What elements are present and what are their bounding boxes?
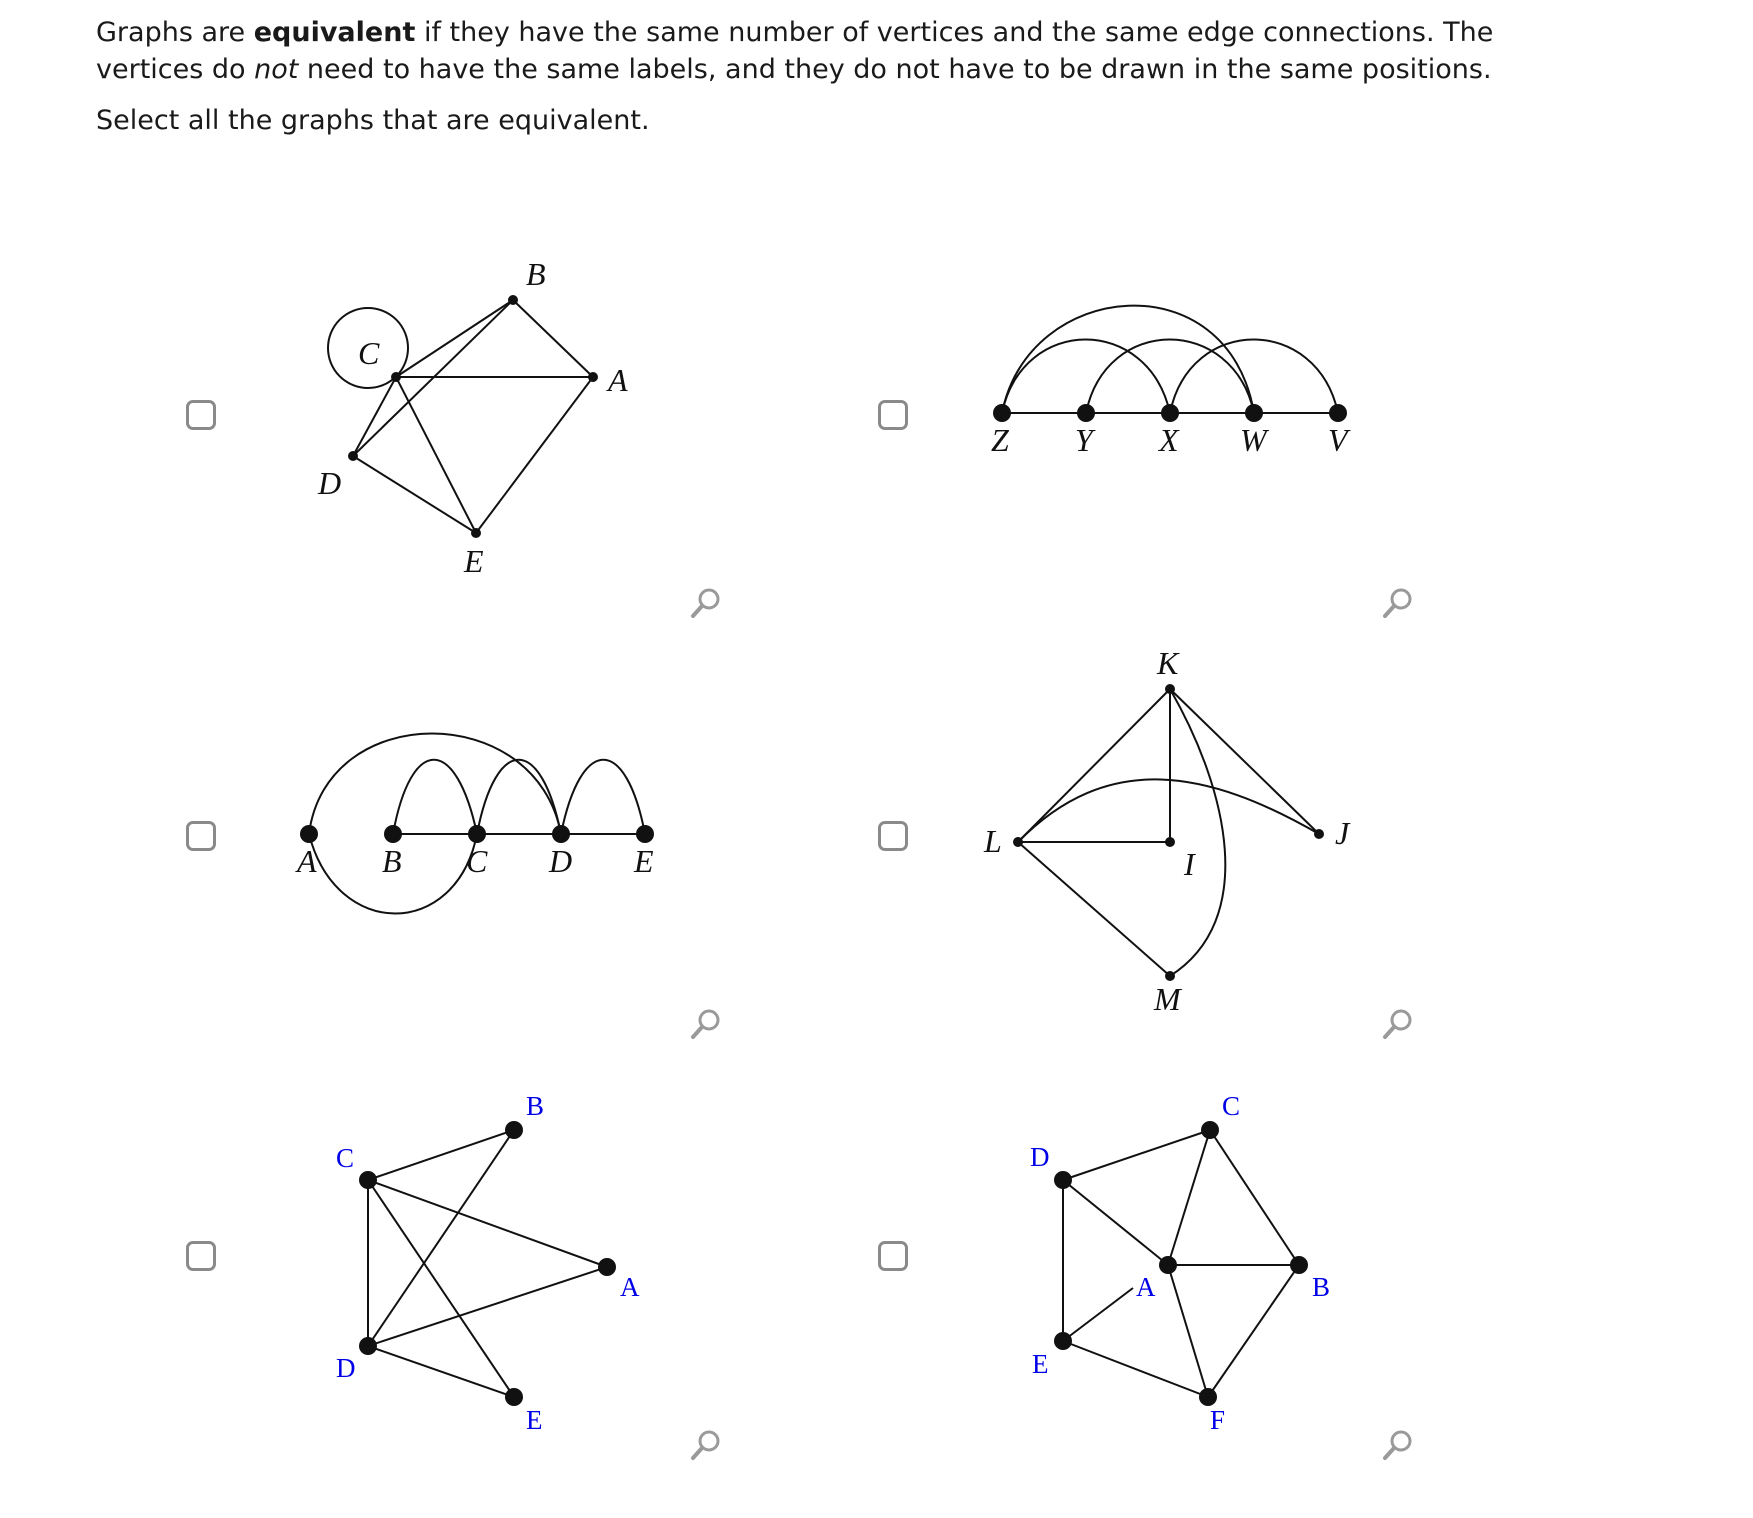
vertex-L xyxy=(1013,837,1023,847)
instructions xyxy=(96,14,1556,139)
vertex-V xyxy=(1329,404,1347,422)
label-V: V xyxy=(1328,422,1348,458)
label-E: E xyxy=(634,843,654,879)
vertex-Y xyxy=(1077,404,1095,422)
label-F: F xyxy=(1210,1405,1226,1435)
option-1 xyxy=(96,200,796,620)
vertex-B xyxy=(1290,1256,1308,1274)
label-B: B xyxy=(526,1091,545,1121)
instruction-prompt: Select all the graphs that are equivalent. xyxy=(96,105,650,136)
option-6 xyxy=(788,1040,1488,1460)
vertex-B xyxy=(384,825,402,843)
magnifier-icon[interactable] xyxy=(688,1427,724,1463)
magnifier-icon[interactable] xyxy=(688,585,724,621)
magnifier-icon[interactable] xyxy=(1380,1427,1416,1463)
magnifier-icon[interactable] xyxy=(1380,585,1416,621)
vertex-K xyxy=(1165,684,1175,694)
magnifier-icon[interactable] xyxy=(688,1006,724,1042)
label-W: W xyxy=(1240,422,1267,458)
bold-term: equivalent xyxy=(253,17,416,48)
vertex-C xyxy=(1201,1121,1219,1139)
magnifier-icon[interactable] xyxy=(1380,1006,1416,1042)
option-4 xyxy=(788,620,1488,1040)
label-B: B xyxy=(526,256,546,292)
label-X: X xyxy=(1159,422,1179,458)
graph-6 xyxy=(788,1040,1488,1460)
label-Z: Z xyxy=(991,422,1009,458)
vertex-F xyxy=(1199,1388,1217,1406)
vertex-W xyxy=(1245,404,1263,422)
vertex-E xyxy=(636,825,654,843)
label-K: K xyxy=(1157,645,1179,681)
vertex-D xyxy=(552,825,570,843)
vertex-A xyxy=(588,372,598,382)
vertex-E xyxy=(471,528,481,538)
vertex-D xyxy=(359,1337,377,1355)
vertex-A xyxy=(598,1258,616,1276)
vertex-E xyxy=(505,1388,523,1406)
label-C: C xyxy=(336,1143,355,1173)
instruction-definition: Graphs are equivalent if they have the same number of vertices and the same edge connections. The vertices do not need to have the same labels, and they do not have to be drawn in the same positions. xyxy=(96,17,1494,85)
label-A: A xyxy=(620,1272,640,1302)
italic-term: not xyxy=(254,54,299,85)
vertex-D xyxy=(1054,1171,1072,1189)
vertex-J xyxy=(1314,829,1324,839)
label-Y: Y xyxy=(1075,422,1093,458)
vertex-Z xyxy=(993,404,1011,422)
label-A: A xyxy=(297,843,317,879)
label-L: L xyxy=(984,823,1002,859)
option-3 xyxy=(96,620,796,1040)
label-E: E xyxy=(526,1405,543,1435)
option-2 xyxy=(788,200,1488,620)
graph-4 xyxy=(788,620,1488,1040)
label-A: A xyxy=(1136,1272,1156,1302)
label-I: I xyxy=(1184,846,1195,882)
graph-5 xyxy=(96,1040,796,1460)
label-J: J xyxy=(1335,815,1350,851)
vertex-D xyxy=(348,451,358,461)
label-A: A xyxy=(608,362,628,398)
vertex-M xyxy=(1165,971,1175,981)
label-D: D xyxy=(336,1353,356,1383)
label-B: B xyxy=(1312,1272,1331,1302)
label-D: D xyxy=(318,465,342,501)
label-B: B xyxy=(382,843,402,879)
label-D: D xyxy=(1030,1142,1050,1172)
vertex-C xyxy=(468,825,486,843)
option-5 xyxy=(96,1040,796,1460)
vertex-B xyxy=(505,1121,523,1139)
label-C: C xyxy=(358,335,380,371)
vertex-I xyxy=(1165,837,1175,847)
graph-2 xyxy=(788,200,1488,620)
label-E: E xyxy=(1032,1349,1049,1379)
vertex-C xyxy=(391,372,401,382)
vertex-X xyxy=(1161,404,1179,422)
vertex-E xyxy=(1054,1332,1072,1350)
vertex-B xyxy=(508,295,518,305)
label-C: C xyxy=(1222,1091,1241,1121)
vertex-C xyxy=(359,1171,377,1189)
vertex-A xyxy=(300,825,318,843)
label-C: C xyxy=(466,843,488,879)
graph-1 xyxy=(96,200,796,620)
label-D: D xyxy=(549,843,573,879)
label-E: E xyxy=(464,543,484,579)
vertex-A xyxy=(1159,1256,1177,1274)
label-M: M xyxy=(1154,981,1181,1017)
graph-3 xyxy=(96,620,796,1040)
